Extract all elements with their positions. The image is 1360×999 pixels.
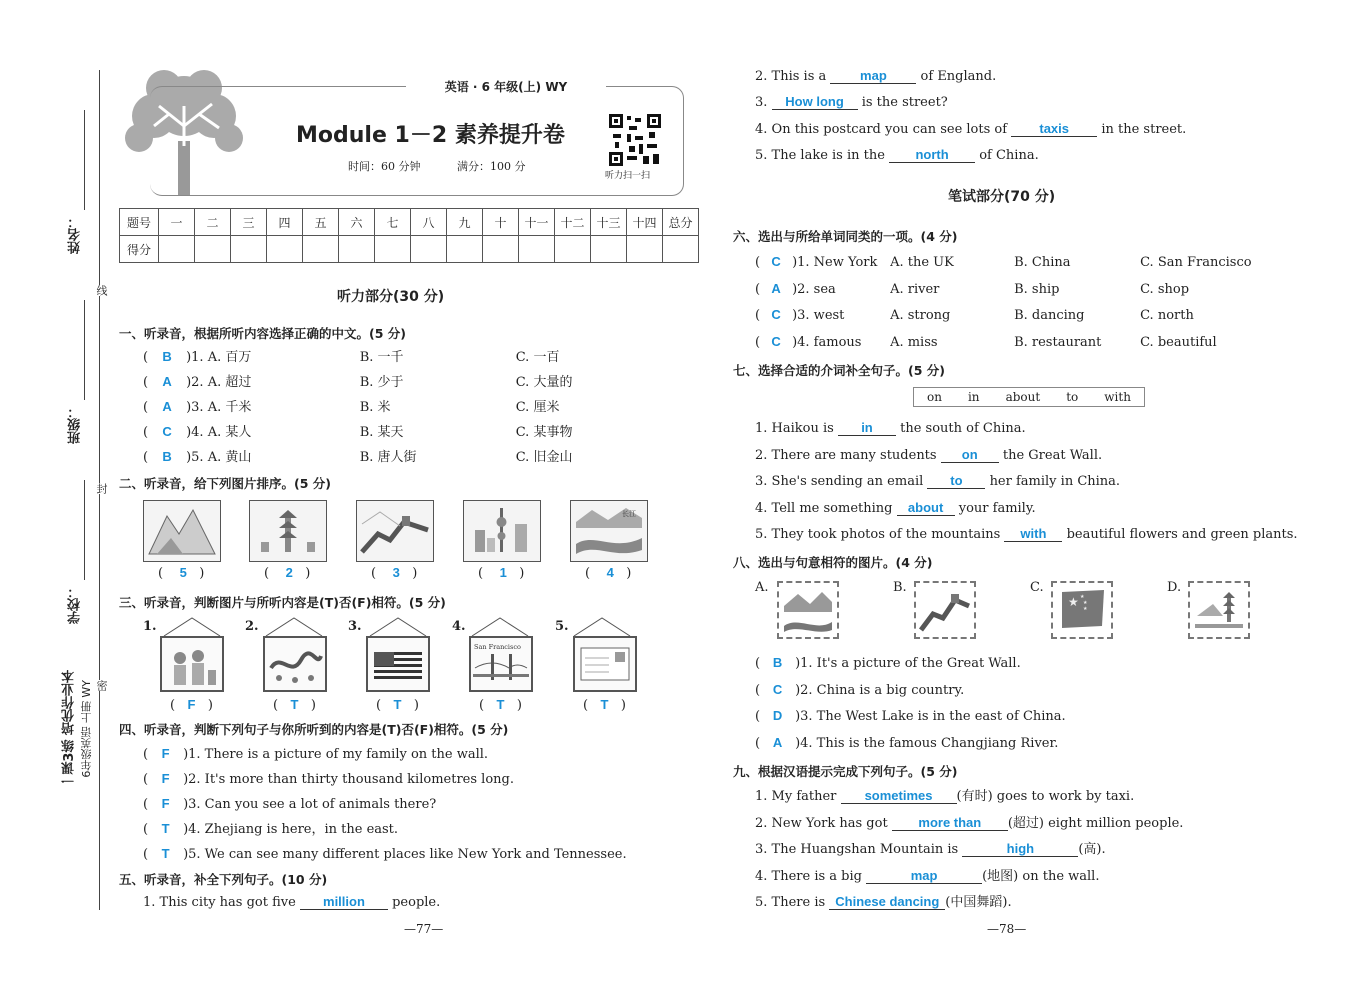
- order-answer: 4: [606, 565, 614, 580]
- answer: B: [772, 655, 783, 670]
- fill-item: [755, 90, 948, 115]
- score-table-header-row: [120, 209, 699, 236]
- answer: C: [771, 254, 781, 269]
- suffix: of China.: [979, 148, 1039, 163]
- section-4-items: [143, 741, 723, 866]
- answer: C: [162, 424, 172, 439]
- item-num: )3.: [186, 400, 204, 415]
- page-number-left: —77—: [404, 922, 444, 936]
- choice-item: ( A )3. A. 千米 B. 米 C. 厘米: [143, 394, 703, 419]
- fill-answer: How long: [772, 94, 858, 110]
- option-b: B. 唐人街: [359, 450, 417, 465]
- fill-answer: more than: [892, 815, 1008, 831]
- frame-postcard: [573, 636, 637, 692]
- fill-item: [755, 890, 1183, 917]
- seal-tight-text: 密: [95, 680, 108, 691]
- score-col: 一: [159, 209, 195, 236]
- fill-answer: to: [927, 473, 985, 489]
- school-line: [84, 480, 85, 580]
- answer: C: [772, 681, 783, 697]
- fill-item: [143, 890, 440, 915]
- fill-item: [755, 64, 996, 89]
- choice-item: ( B )5. A. 黄山 B. 唐人街 C. 旧金山: [143, 444, 703, 469]
- section-7-items: [755, 416, 1298, 549]
- option-c: C. 厘米: [515, 400, 560, 415]
- answer: A: [162, 374, 172, 389]
- tf-answers: ( F ) ( T ) ( T ) ( T ) ( T ): [170, 697, 626, 713]
- item-num: )2.: [186, 375, 204, 390]
- choice-item: ( A )2. sea A. river B. ship C. shop: [755, 276, 1315, 303]
- fill-answer: Chinese dancing: [829, 894, 945, 910]
- match-item: ( C )2. China is a big country.: [755, 681, 965, 698]
- prefix: 5. There is: [755, 895, 826, 910]
- suffix: your family.: [958, 500, 1036, 516]
- tf-sentence: ( T )5. We can see many different places like New York and Tennessee.: [143, 846, 627, 862]
- option-c: C. north: [1140, 308, 1194, 323]
- answer: B: [162, 349, 172, 364]
- picture-great-wall: [356, 500, 434, 562]
- answer: A: [771, 280, 781, 296]
- frame-dragon-dance: [263, 636, 327, 692]
- score-col: 十三: [591, 209, 627, 236]
- section-6-items: [755, 249, 1315, 355]
- fill-item: [755, 143, 1039, 168]
- option-a: A. strong: [890, 308, 951, 323]
- prefix: 1. My father: [755, 789, 837, 804]
- option-a: A. river: [890, 281, 940, 297]
- answer: B: [162, 449, 172, 464]
- answer: T: [161, 821, 170, 836]
- class-label: 班级：: [68, 405, 83, 444]
- prefix: 3. She's sending an email: [755, 474, 924, 489]
- option-b: B. 少于: [359, 375, 404, 390]
- tf-num: 5.: [555, 619, 569, 634]
- question-word: )1. New York: [792, 255, 878, 270]
- section-8-title: 八、选出与句意相符的图片。(4 分): [733, 555, 933, 570]
- option-c: C. 旧金山: [515, 450, 573, 465]
- score-cell[interactable]: [231, 236, 267, 263]
- option-a: A. 黄山: [207, 450, 252, 465]
- suffix: the Great Wall.: [1002, 447, 1103, 463]
- prefix: 2. This is a: [755, 69, 827, 84]
- section-8-items: [755, 650, 1066, 756]
- full-score: 满分：100 分: [457, 160, 526, 173]
- fill-answer: north: [889, 147, 975, 163]
- item-num: )1.: [186, 350, 204, 365]
- section-6-title: 六、选出与所给单词同类的一项。(4 分): [733, 229, 958, 244]
- option-b: B. dancing: [1014, 308, 1085, 323]
- score-col: 六: [339, 209, 375, 236]
- score-row-label: 得分: [120, 236, 159, 263]
- fill-answer: about: [897, 500, 955, 516]
- page-number-right: —78—: [987, 922, 1027, 936]
- tf-answer: T: [290, 697, 299, 712]
- writing-title: 笔试部分(70 分): [948, 189, 1056, 205]
- answer: D: [772, 708, 783, 723]
- sentence: )4. This is the famous Changjiang River.: [795, 735, 1059, 751]
- qr-code: [609, 114, 661, 166]
- score-col: 十一: [519, 209, 555, 236]
- score-col: 十二: [555, 209, 591, 236]
- option-b: B. 一千: [359, 350, 404, 365]
- svg-text:★: ★: [1080, 594, 1085, 600]
- suffix: (高).: [1078, 842, 1106, 857]
- fill-item: [755, 416, 1298, 443]
- answer: F: [161, 771, 170, 786]
- fill-answer: taxis: [1011, 121, 1097, 137]
- option-a: A. 超过: [207, 375, 252, 390]
- prefix: 5. The lake is in the: [755, 148, 885, 163]
- score-cell[interactable]: [663, 236, 699, 263]
- suffix: people.: [392, 895, 441, 910]
- suffix: (中国舞蹈).: [945, 895, 1012, 910]
- river-label: 长江: [622, 510, 636, 518]
- fill-answer: sometimes: [841, 788, 957, 804]
- score-col: 三: [231, 209, 267, 236]
- section-9-title: 九、根据汉语提示完成下列句子。(5 分): [733, 764, 958, 779]
- score-table-score-row: [120, 236, 699, 263]
- option-b: B. 某天: [359, 425, 404, 440]
- sentence: )1. There is a picture of my family on the wall.: [183, 747, 489, 762]
- tf-sentence: ( F )3. Can you see a lot of animals there?: [143, 796, 437, 812]
- choice-item: ( C )1. New York A. the UK B. China C. San Francisco: [755, 249, 1315, 276]
- score-table: [119, 208, 699, 263]
- fill-item: [755, 837, 1183, 864]
- option-b: B. 米: [359, 400, 391, 415]
- time-limit: 时间：60 分钟: [348, 160, 421, 173]
- fill-answer: on: [941, 447, 999, 463]
- name-line: [84, 110, 85, 210]
- prefix: 2. There are many students: [755, 447, 937, 463]
- class-line: [84, 300, 85, 400]
- answer: F: [161, 746, 170, 761]
- svg-text:★: ★: [1083, 606, 1088, 612]
- tf-sentence: ( F )1. There is a picture of my family on the wall.: [143, 746, 489, 762]
- choice-item: ( B )1. A. 百万 B. 一千 C. 一百: [143, 344, 703, 369]
- order-answer: 2: [285, 565, 293, 580]
- fill-answer: map: [830, 68, 916, 84]
- score-cell[interactable]: [375, 236, 411, 263]
- fill-item: [755, 469, 1298, 496]
- answer: F: [161, 796, 170, 811]
- sentence: )3. Can you see a lot of animals there?: [183, 797, 437, 812]
- choice-item: ( C )3. west A. strong B. dancing C. north: [755, 302, 1315, 329]
- fill-answer: map: [866, 868, 982, 884]
- answer: A: [162, 399, 172, 414]
- frame-us-flag: [366, 636, 430, 692]
- section-9-items: [755, 784, 1183, 917]
- score-cell[interactable]: [447, 236, 483, 263]
- sentence: )2. It's more than thirty thousand kilometres long.: [183, 772, 514, 787]
- option-c: C. 一百: [515, 350, 560, 365]
- suffix: of England.: [920, 69, 997, 84]
- tf-sentence: ( T )4. Zhejiang is here，in the east.: [143, 821, 399, 837]
- word-bank-item: with: [1104, 390, 1131, 404]
- option-c: C. 某事物: [515, 425, 573, 440]
- stamp-river: [777, 581, 839, 639]
- suffix: the south of China.: [900, 421, 1026, 436]
- score-cell[interactable]: [627, 236, 663, 263]
- score-col: 总分: [663, 209, 699, 236]
- score-cell[interactable]: [555, 236, 591, 263]
- score-cell[interactable]: [411, 236, 447, 263]
- word-bank-item: to: [1066, 390, 1079, 404]
- fill-answer: million: [300, 894, 388, 910]
- fill-answer: high: [962, 841, 1078, 857]
- frame-hangers: [150, 614, 650, 638]
- prefix: 3.: [755, 95, 768, 110]
- fill-item: [755, 811, 1183, 838]
- fill-item: [755, 117, 1186, 142]
- suffix: is the street?: [861, 95, 948, 110]
- suffix: (地图) on the wall.: [982, 868, 1100, 884]
- sentence: )4. Zhejiang is here，in the east.: [183, 822, 399, 837]
- pic-label: D.: [1167, 580, 1182, 595]
- option-a: A. miss: [890, 334, 938, 350]
- page-title: Module 1－2 素养提升卷: [296, 123, 565, 148]
- option-b: B. China: [1014, 255, 1071, 270]
- pic-label: A.: [755, 580, 769, 595]
- seal-seal-text: 封: [95, 483, 108, 494]
- option-b: B. restaurant: [1014, 334, 1102, 350]
- picture-pagoda: [249, 500, 327, 562]
- tf-answer: T: [393, 697, 402, 712]
- picture-city-tower: [463, 500, 541, 562]
- section-2-title: 二、听录音，给下列图片排序。(5 分): [119, 476, 331, 491]
- svg-text:★: ★: [1068, 595, 1079, 609]
- prefix: 3. The Huangshan Mountain is: [755, 842, 959, 857]
- prefix: 1. This city has got five: [143, 895, 296, 910]
- pic-label: B.: [893, 580, 907, 595]
- option-c: C. San Francisco: [1140, 255, 1252, 270]
- fill-item: [755, 784, 1183, 811]
- score-col: 四: [267, 209, 303, 236]
- stamp-west-lake: [1188, 581, 1250, 639]
- suffix: her family in China.: [989, 474, 1121, 489]
- score-cell[interactable]: [267, 236, 303, 263]
- suffix: beautiful flowers and green plants.: [1066, 527, 1298, 542]
- school-label: 学校：: [68, 585, 83, 624]
- score-col: 十: [483, 209, 519, 236]
- prefix: 5. They took photos of the mountains: [755, 527, 1001, 542]
- sentence: )1. It's a picture of the Great Wall.: [795, 656, 1021, 671]
- section-7-title: 七、选择合适的介词补全句子。(5 分): [733, 363, 945, 378]
- suffix: (超过) eight million people.: [1007, 815, 1184, 831]
- item-num: )4.: [186, 425, 204, 440]
- score-col: 十四: [627, 209, 663, 236]
- suffix: in the street.: [1101, 122, 1187, 137]
- prefix: 4. Tell me something: [755, 500, 893, 516]
- tf-answer: T: [496, 697, 505, 712]
- qr-caption: 听力扫一扫: [605, 171, 651, 181]
- score-cell[interactable]: [303, 236, 339, 263]
- fill-item: [755, 864, 1183, 891]
- tf-answer: T: [600, 697, 609, 712]
- tf-num: 4.: [452, 619, 466, 634]
- word-bank-item: in: [967, 390, 980, 404]
- tf-answer: F: [187, 697, 196, 712]
- prefix: 4. On this postcard you can see lots of: [755, 122, 1008, 137]
- picture-mountains: [143, 500, 221, 562]
- option-c: C. 大量的: [515, 375, 573, 390]
- section-5-title: 五、听录音，补全下列句子。(10 分): [119, 872, 328, 887]
- section-3-title: 三、听录音，判断图片与所听内容是(T)否(F)相符。(5 分): [119, 595, 446, 610]
- stamp-great-wall: [914, 581, 976, 639]
- score-col: 二: [195, 209, 231, 236]
- score-col: 八: [411, 209, 447, 236]
- subject-line: 英语 · 6 年级(上) WY: [406, 78, 606, 95]
- tf-num: 2.: [245, 619, 259, 634]
- order-answers: ( 5 ) ( 2 ) ( 3 ) ( 1 ) ( 4 ): [158, 565, 632, 581]
- option-a: A. 百万: [207, 350, 252, 365]
- prefix: 1. Haikou is: [755, 421, 834, 436]
- score-cell[interactable]: [195, 236, 231, 263]
- tf-num: 1.: [143, 619, 157, 634]
- sf-caption: San Francisco: [474, 643, 521, 651]
- match-item: ( B )1. It's a picture of the Great Wall.: [755, 655, 1021, 671]
- section-1-items: [143, 344, 703, 469]
- fill-item: [755, 443, 1298, 470]
- score-cell[interactable]: [159, 236, 195, 263]
- choice-item: ( C )4. famous A. miss B. restaurant C. beautiful: [755, 329, 1315, 356]
- score-cell[interactable]: [483, 236, 519, 263]
- question-word: )3. west: [792, 308, 845, 323]
- prefix: 2. New York has got: [755, 815, 888, 831]
- word-bank-item: on: [927, 390, 942, 404]
- stamp-china-flag: [1051, 581, 1113, 639]
- question-word: )4. famous: [792, 334, 862, 350]
- score-head-label: 题号: [120, 209, 159, 236]
- fill-item: [755, 496, 1298, 523]
- option-a: A. 千米: [207, 400, 252, 415]
- section-1-title: 一、听录音，根据所听内容选择正确的中文。(5 分): [119, 326, 406, 341]
- match-item: ( A )4. This is the famous Changjiang River.: [755, 734, 1059, 751]
- order-answer: 1: [499, 565, 507, 580]
- match-item: ( D )3. The West Lake is in the east of China.: [755, 708, 1066, 724]
- brand-subtitle: 6年级英语 上册 WY: [80, 680, 93, 778]
- score-col: 七: [375, 209, 411, 236]
- fill-answer: with: [1004, 526, 1062, 542]
- frame-family-photo: [160, 636, 224, 692]
- order-answer: 3: [392, 565, 400, 580]
- option-b: B. ship: [1014, 281, 1060, 297]
- word-bank-item: about: [1005, 390, 1041, 404]
- score-cell[interactable]: [519, 236, 555, 263]
- option-a: A. the UK: [890, 255, 954, 270]
- order-answer: 5: [179, 565, 187, 580]
- frame-san-francisco: [469, 636, 533, 692]
- word-bank: [913, 387, 1145, 407]
- svg-text:★: ★: [1083, 600, 1088, 606]
- sentence: )3. The West Lake is in the east of China.: [795, 709, 1066, 724]
- answer: T: [161, 846, 170, 861]
- option-a: A. 某人: [207, 425, 252, 440]
- question-word: )2. sea: [792, 281, 836, 297]
- section-4-title: 四、听录音，判断下列句子与你所听到的内容是(T)否(F)相符。(5 分): [119, 722, 509, 737]
- fill-answer: in: [838, 420, 896, 436]
- listening-title: 听力部分(30 分): [337, 289, 445, 305]
- name-label: 姓名：: [68, 215, 83, 254]
- fill-item: [755, 522, 1298, 549]
- score-col: 九: [447, 209, 483, 236]
- sentence: )5. We can see many different places like New York and Tennessee.: [183, 847, 627, 862]
- seal-line-text: 线: [95, 285, 108, 296]
- prefix: 4. There is a big: [755, 868, 862, 884]
- score-cell[interactable]: [339, 236, 375, 263]
- tf-num: 3.: [348, 619, 362, 634]
- score-cell[interactable]: [591, 236, 627, 263]
- answer: C: [771, 333, 781, 349]
- choice-item: ( A )2. A. 超过 B. 少于 C. 大量的: [143, 369, 703, 394]
- score-col: 五: [303, 209, 339, 236]
- pic-label: C.: [1030, 580, 1044, 595]
- sentence: )2. China is a big country.: [795, 682, 965, 698]
- answer: C: [771, 307, 781, 322]
- tf-sentence: ( F )2. It's more than thirty thousand kilometres long.: [143, 771, 514, 787]
- brand-logo: 一课3练 培优作业本: [62, 670, 77, 788]
- suffix: (有时) goes to work by taxi.: [956, 789, 1135, 804]
- item-num: )5.: [186, 450, 204, 465]
- option-c: C. shop: [1140, 281, 1190, 297]
- answer: A: [772, 734, 783, 750]
- option-c: C. beautiful: [1140, 334, 1217, 350]
- choice-item: ( C )4. A. 某人 B. 某天 C. 某事物: [143, 419, 703, 444]
- picture-changjiang-river: [570, 500, 648, 562]
